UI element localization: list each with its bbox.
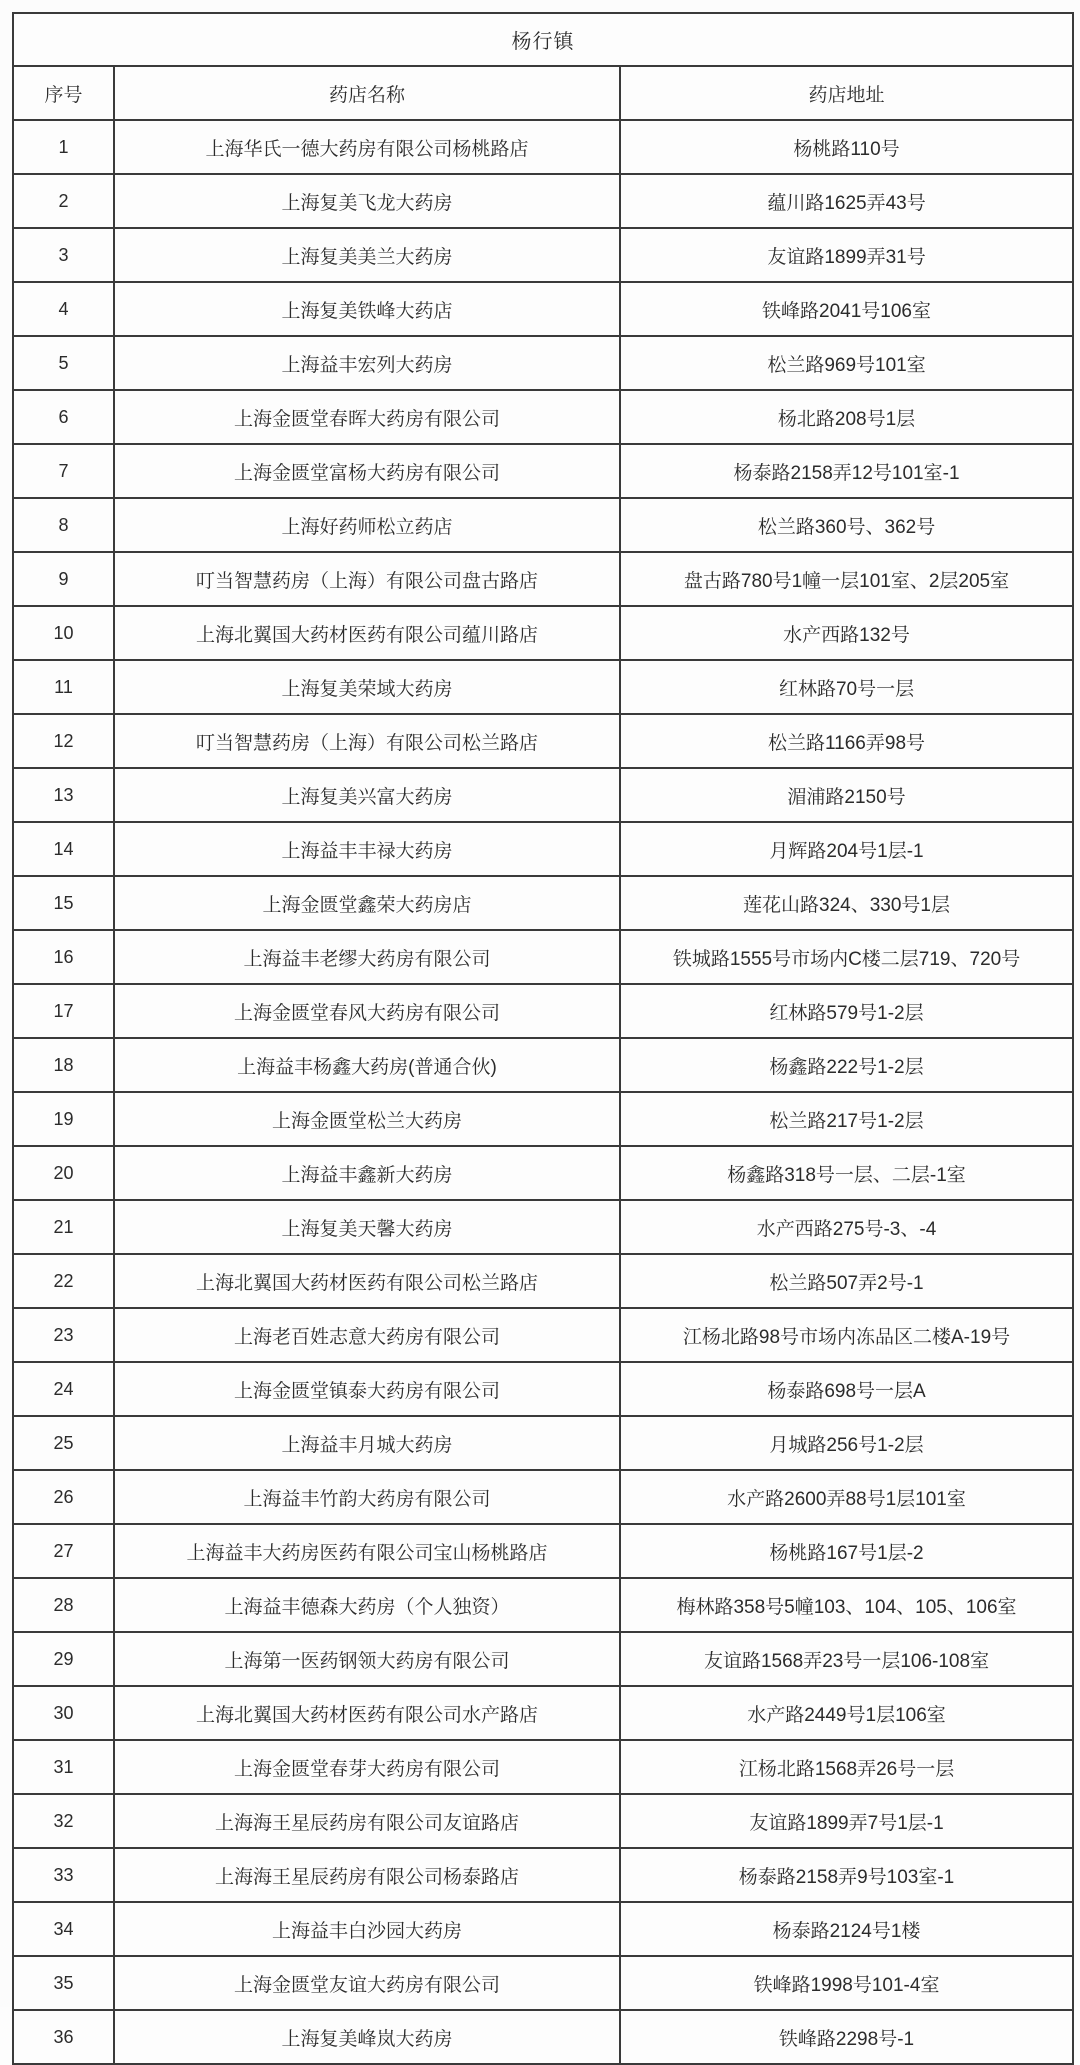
row-pharmacy-name: 上海复美峰岚大药房	[114, 2010, 620, 2064]
row-pharmacy-address: 友谊路1899弄31号	[620, 228, 1073, 282]
row-pharmacy-name: 上海金匮堂春芽大药房有限公司	[114, 1740, 620, 1794]
row-serial-number: 2	[13, 174, 114, 228]
row-pharmacy-name: 上海复美天馨大药房	[114, 1200, 620, 1254]
row-pharmacy-address: 湄浦路2150号	[620, 768, 1073, 822]
table-row	[13, 1038, 1073, 1092]
row-pharmacy-name: 上海金匮堂松兰大药房	[114, 1092, 620, 1146]
row-serial-number: 12	[13, 714, 114, 768]
row-pharmacy-address: 水产西路132号	[620, 606, 1073, 660]
row-pharmacy-name: 上海益丰老缪大药房有限公司	[114, 930, 620, 984]
row-pharmacy-address: 松兰路969号101室	[620, 336, 1073, 390]
row-pharmacy-name: 上海益丰月城大药房	[114, 1416, 620, 1470]
row-pharmacy-name: 上海北翼国大药材医药有限公司水产路店	[114, 1686, 620, 1740]
row-pharmacy-name: 上海北翼国大药材医药有限公司蕴川路店	[114, 606, 620, 660]
row-serial-number: 17	[13, 984, 114, 1038]
table-row	[13, 1956, 1073, 2010]
table-row	[13, 1092, 1073, 1146]
row-pharmacy-name: 上海益丰白沙园大药房	[114, 1902, 620, 1956]
row-pharmacy-address: 松兰路360号、362号	[620, 498, 1073, 552]
table-row	[13, 1254, 1073, 1308]
row-pharmacy-address: 月城路256号1-2层	[620, 1416, 1073, 1470]
table-row	[13, 1146, 1073, 1200]
row-pharmacy-address: 铁城路1555号市场内C楼二层719、720号	[620, 930, 1073, 984]
row-pharmacy-name: 上海金匮堂富杨大药房有限公司	[114, 444, 620, 498]
row-pharmacy-name: 上海益丰德森大药房（个人独资）	[114, 1578, 620, 1632]
table-row	[13, 336, 1073, 390]
column-header-name: 药店名称	[114, 66, 620, 120]
row-pharmacy-name: 上海益丰鑫新大药房	[114, 1146, 620, 1200]
table-row	[13, 984, 1073, 1038]
row-pharmacy-address: 杨泰路2124号1楼	[620, 1902, 1073, 1956]
row-serial-number: 24	[13, 1362, 114, 1416]
row-pharmacy-address: 江杨北路98号市场内冻品区二楼A-19号	[620, 1308, 1073, 1362]
table-row	[13, 876, 1073, 930]
row-serial-number: 13	[13, 768, 114, 822]
row-pharmacy-name: 上海复美美兰大药房	[114, 228, 620, 282]
row-pharmacy-name: 叮当智慧药房（上海）有限公司盘古路店	[114, 552, 620, 606]
row-pharmacy-address: 铁峰路2298号-1	[620, 2010, 1073, 2064]
row-pharmacy-name: 上海益丰竹韵大药房有限公司	[114, 1470, 620, 1524]
table-row	[13, 120, 1073, 174]
row-pharmacy-name: 上海复美兴富大药房	[114, 768, 620, 822]
row-pharmacy-address: 杨泰路2158弄12号101室-1	[620, 444, 1073, 498]
row-pharmacy-address: 红林路579号1-2层	[620, 984, 1073, 1038]
row-pharmacy-name: 叮当智慧药房（上海）有限公司松兰路店	[114, 714, 620, 768]
row-serial-number: 9	[13, 552, 114, 606]
row-serial-number: 32	[13, 1794, 114, 1848]
row-serial-number: 5	[13, 336, 114, 390]
row-serial-number: 20	[13, 1146, 114, 1200]
table-title-row	[13, 13, 1073, 66]
row-serial-number: 1	[13, 120, 114, 174]
row-pharmacy-address: 杨鑫路222号1-2层	[620, 1038, 1073, 1092]
row-serial-number: 15	[13, 876, 114, 930]
row-pharmacy-address: 友谊路1568弄23号一层106-108室	[620, 1632, 1073, 1686]
row-serial-number: 31	[13, 1740, 114, 1794]
row-pharmacy-name: 上海金匮堂镇泰大药房有限公司	[114, 1362, 620, 1416]
row-pharmacy-name: 上海华氏一德大药房有限公司杨桃路店	[114, 120, 620, 174]
row-serial-number: 30	[13, 1686, 114, 1740]
row-serial-number: 21	[13, 1200, 114, 1254]
row-pharmacy-address: 杨鑫路318号一层、二层-1室	[620, 1146, 1073, 1200]
row-serial-number: 28	[13, 1578, 114, 1632]
table-body	[13, 120, 1073, 2064]
row-pharmacy-address: 红林路70号一层	[620, 660, 1073, 714]
table-row	[13, 552, 1073, 606]
row-serial-number: 35	[13, 1956, 114, 2010]
table-row	[13, 714, 1073, 768]
table-row	[13, 660, 1073, 714]
table-row	[13, 768, 1073, 822]
table-row	[13, 1578, 1073, 1632]
table-row	[13, 822, 1073, 876]
row-pharmacy-address: 盘古路780号1幢一层101室、2层205室	[620, 552, 1073, 606]
row-serial-number: 7	[13, 444, 114, 498]
row-serial-number: 29	[13, 1632, 114, 1686]
row-pharmacy-address: 松兰路1166弄98号	[620, 714, 1073, 768]
table-row	[13, 1902, 1073, 1956]
table-row	[13, 1848, 1073, 1902]
table-row	[13, 1416, 1073, 1470]
row-pharmacy-name: 上海海王星辰药房有限公司友谊路店	[114, 1794, 620, 1848]
table-row	[13, 606, 1073, 660]
table-row	[13, 1740, 1073, 1794]
table-row	[13, 282, 1073, 336]
table-row	[13, 174, 1073, 228]
row-pharmacy-name: 上海海王星辰药房有限公司杨泰路店	[114, 1848, 620, 1902]
row-serial-number: 6	[13, 390, 114, 444]
row-pharmacy-address: 杨桃路110号	[620, 120, 1073, 174]
table-row	[13, 390, 1073, 444]
table-row	[13, 1686, 1073, 1740]
row-serial-number: 34	[13, 1902, 114, 1956]
row-pharmacy-name: 上海复美飞龙大药房	[114, 174, 620, 228]
table-row	[13, 444, 1073, 498]
row-pharmacy-address: 月辉路204号1层-1	[620, 822, 1073, 876]
row-serial-number: 25	[13, 1416, 114, 1470]
row-pharmacy-address: 水产西路275号-3、-4	[620, 1200, 1073, 1254]
row-pharmacy-name: 上海金匮堂鑫荣大药房店	[114, 876, 620, 930]
row-pharmacy-address: 杨泰路698号一层A	[620, 1362, 1073, 1416]
table-title: 杨行镇	[13, 13, 1073, 66]
row-pharmacy-address: 杨泰路2158弄9号103室-1	[620, 1848, 1073, 1902]
row-pharmacy-name: 上海第一医药钢领大药房有限公司	[114, 1632, 620, 1686]
row-serial-number: 14	[13, 822, 114, 876]
row-pharmacy-name: 上海益丰丰禄大药房	[114, 822, 620, 876]
row-pharmacy-address: 江杨北路1568弄26号一层	[620, 1740, 1073, 1794]
row-serial-number: 19	[13, 1092, 114, 1146]
row-pharmacy-name: 上海金匮堂春晖大药房有限公司	[114, 390, 620, 444]
row-pharmacy-name: 上海复美荣域大药房	[114, 660, 620, 714]
table-header-row	[13, 66, 1073, 120]
row-pharmacy-address: 杨桃路167号1层-2	[620, 1524, 1073, 1578]
table-row	[13, 228, 1073, 282]
row-pharmacy-address: 松兰路217号1-2层	[620, 1092, 1073, 1146]
row-pharmacy-name: 上海益丰宏列大药房	[114, 336, 620, 390]
row-serial-number: 23	[13, 1308, 114, 1362]
row-serial-number: 27	[13, 1524, 114, 1578]
row-pharmacy-address: 莲花山路324、330号1层	[620, 876, 1073, 930]
table-row	[13, 1794, 1073, 1848]
column-header-no: 序号	[13, 66, 114, 120]
row-serial-number: 18	[13, 1038, 114, 1092]
row-pharmacy-address: 梅林路358号5幢103、104、105、106室	[620, 1578, 1073, 1632]
row-serial-number: 3	[13, 228, 114, 282]
row-pharmacy-name: 上海益丰大药房医药有限公司宝山杨桃路店	[114, 1524, 620, 1578]
table-row	[13, 1470, 1073, 1524]
row-pharmacy-address: 蕴川路1625弄43号	[620, 174, 1073, 228]
row-pharmacy-address: 铁峰路2041号106室	[620, 282, 1073, 336]
table-row	[13, 1308, 1073, 1362]
row-serial-number: 33	[13, 1848, 114, 1902]
row-pharmacy-name: 上海好药师松立药店	[114, 498, 620, 552]
row-pharmacy-address: 铁峰路1998号101-4室	[620, 1956, 1073, 2010]
table-row	[13, 930, 1073, 984]
row-serial-number: 36	[13, 2010, 114, 2064]
row-serial-number: 26	[13, 1470, 114, 1524]
pharmacy-table	[12, 12, 1074, 2065]
row-pharmacy-name: 上海老百姓志意大药房有限公司	[114, 1308, 620, 1362]
table-row	[13, 498, 1073, 552]
row-serial-number: 11	[13, 660, 114, 714]
row-pharmacy-name: 上海金匮堂春风大药房有限公司	[114, 984, 620, 1038]
row-serial-number: 16	[13, 930, 114, 984]
row-pharmacy-address: 水产路2600弄88号1层101室	[620, 1470, 1073, 1524]
table-row	[13, 1632, 1073, 1686]
row-pharmacy-address: 杨北路208号1层	[620, 390, 1073, 444]
row-pharmacy-address: 水产路2449号1层106室	[620, 1686, 1073, 1740]
table-row	[13, 1362, 1073, 1416]
row-serial-number: 22	[13, 1254, 114, 1308]
row-pharmacy-name: 上海北翼国大药材医药有限公司松兰路店	[114, 1254, 620, 1308]
row-pharmacy-address: 松兰路507弄2号-1	[620, 1254, 1073, 1308]
row-pharmacy-address: 友谊路1899弄7号1层-1	[620, 1794, 1073, 1848]
row-pharmacy-name: 上海益丰杨鑫大药房(普通合伙)	[114, 1038, 620, 1092]
row-pharmacy-name: 上海复美铁峰大药店	[114, 282, 620, 336]
row-serial-number: 10	[13, 606, 114, 660]
row-pharmacy-name: 上海金匮堂友谊大药房有限公司	[114, 1956, 620, 2010]
row-serial-number: 4	[13, 282, 114, 336]
table-row	[13, 1524, 1073, 1578]
table-row	[13, 2010, 1073, 2064]
table-row	[13, 1200, 1073, 1254]
column-header-address: 药店地址	[620, 66, 1073, 120]
row-serial-number: 8	[13, 498, 114, 552]
